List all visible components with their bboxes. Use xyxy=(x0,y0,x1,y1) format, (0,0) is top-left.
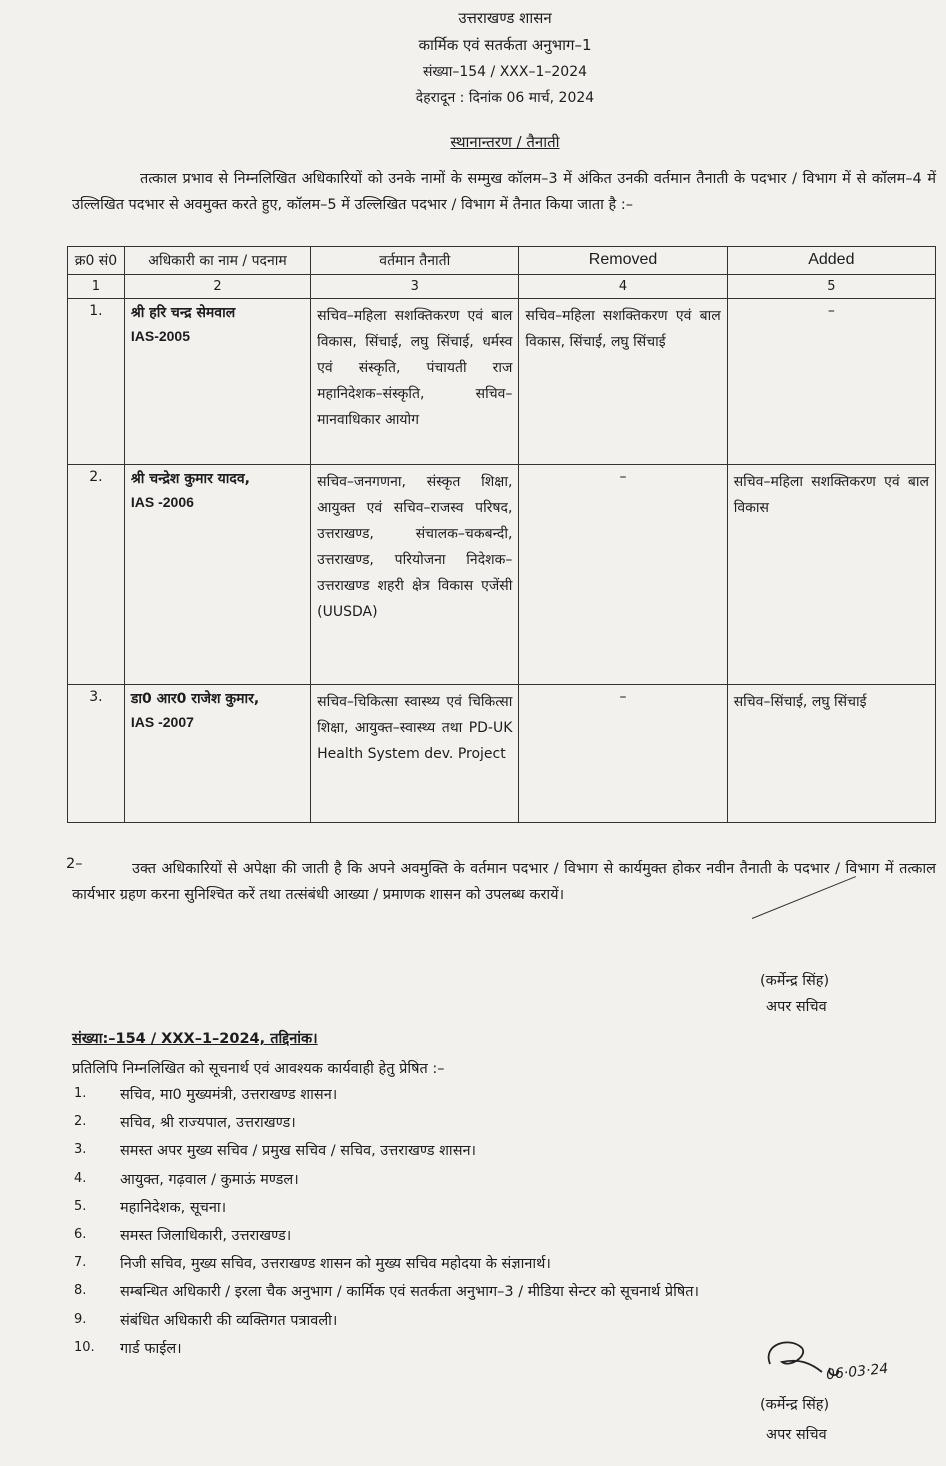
col-number: 5 xyxy=(727,275,935,299)
list-item xyxy=(74,1169,699,1197)
header-added: Added xyxy=(727,247,935,275)
list-number: 9. xyxy=(74,1311,87,1327)
copy-intro: प्रतिलिपि निम्नलिखित को सूचनार्थ एवं आवश्यक कार्यवाही हेतु प्रेषित :– xyxy=(72,1061,445,1077)
officer-cell xyxy=(124,299,310,465)
list-text: आयुक्त, गढ़वाल / कुमाऊं मण्डल। xyxy=(120,1171,299,1188)
column-number-row xyxy=(68,275,936,299)
instruction-paragraph: उक्त अधिकारियों से अपेक्षा की जाती है कि अपने अवमुक्ति के वर्तमान पदभार / विभाग से कार्यमुक्त होकर नवीन तैनाती के पदभार / विभाग में तत्काल कार्यभार ग्रहण करना सुनिश्चित करें तथा तत्संबंधी आख्या / प्रमाणक शासन को उपलब्ध करायें। xyxy=(72,861,936,903)
col-number: 1 xyxy=(68,275,125,299)
list-text: समस्त जिलाधिकारी, उत्तराखण्ड। xyxy=(120,1227,292,1244)
list-text: निजी सचिव, मुख्य सचिव, उत्तराखण्ड शासन को मुख्य सचिव महोदया के संज्ञानार्थ। xyxy=(120,1256,551,1273)
added-posting: सचिव–सिंचाई, लघु सिंचाई xyxy=(727,685,935,823)
transfer-table xyxy=(67,246,936,823)
copy-reference: संख्या:–154 / XXX–1–2024, तद्दिनांक। xyxy=(72,1031,318,1047)
table-row xyxy=(68,299,936,465)
col-number: 2 xyxy=(124,275,310,299)
list-text: सचिव, श्री राज्यपाल, उत्तराखण्ड। xyxy=(120,1115,296,1132)
list-text: समस्त अपर मुख्य सचिव / प्रमुख सचिव / सचिव, उत्तराखण्ड शासन। xyxy=(120,1143,477,1160)
list-number: 6. xyxy=(74,1226,87,1242)
signature-date: 06·03·24 xyxy=(825,1360,890,1384)
list-item xyxy=(74,1197,699,1225)
table-row xyxy=(68,465,936,685)
list-text: सम्बन्धित अधिकारी / इरला चैक अनुभाग / कार्मिक एवं सतर्कता अनुभाग–3 / मीडिया सेन्टर को सूचनार्थ प्रेषित। xyxy=(120,1284,699,1301)
signatory-designation: अपर सचिव xyxy=(766,1427,827,1443)
officer-batch: IAS -2007 xyxy=(130,714,194,730)
list-number: 2. xyxy=(74,1114,87,1130)
row-sn: 2. xyxy=(68,465,125,685)
list-number: 7. xyxy=(74,1255,87,1271)
removed-posting: – xyxy=(519,465,727,685)
list-text: गार्ड फाईल। xyxy=(120,1340,182,1357)
list-number: 1. xyxy=(74,1086,87,1101)
signatory-designation: अपर सचिव xyxy=(766,999,827,1015)
table-header-row xyxy=(68,247,936,275)
table-row xyxy=(68,685,936,823)
header-officer: अधिकारी का नाम / पदनाम xyxy=(124,247,310,275)
place-date: देहरादून : दिनांक 06 मार्च, 2024 xyxy=(415,90,595,106)
added-posting: – xyxy=(727,299,935,465)
copy-list xyxy=(74,1084,699,1366)
government-name: उत्तराखण्ड शासन xyxy=(458,9,552,27)
header-removed: Removed xyxy=(519,247,727,275)
paragraph-number: 2– xyxy=(66,856,83,872)
removed-posting: सचिव–महिला सशक्तिकरण एवं बाल विकास, सिंचाई, लघु सिंचाई xyxy=(519,299,727,465)
added-posting: सचिव–महिला सशक्तिकरण एवं बाल विकास xyxy=(727,465,935,685)
list-item xyxy=(74,1140,699,1168)
list-text: सचिव, मा0 मुख्यमंत्री, उत्तराखण्ड शासन। xyxy=(120,1087,338,1103)
list-number: 5. xyxy=(74,1198,87,1214)
officer-name: श्री चन्द्रेश कुमार यादव, xyxy=(130,471,250,487)
list-item xyxy=(74,1084,699,1112)
current-posting: सचिव–चिकित्सा स्वास्थ्य एवं चिकित्सा शिक्षा, आयुक्त–स्वास्थ्य तथा PD-UK Health System dev. Project xyxy=(311,685,519,823)
list-item xyxy=(74,1338,699,1366)
list-number: 4. xyxy=(74,1170,87,1186)
signatory-name: (कर्मेन्द्र सिंह) xyxy=(760,973,830,989)
signatory-name: (कर्मेन्द्र सिंह) xyxy=(760,1397,830,1413)
list-text: महानिदेशक, सूचना। xyxy=(120,1199,227,1216)
col-number: 3 xyxy=(311,275,519,299)
reference-number: संख्या–154 / XXX–1–2024 xyxy=(422,64,588,80)
list-item xyxy=(74,1281,699,1309)
list-text: संबंधित अधिकारी की व्यक्तिगत पत्रावली। xyxy=(120,1312,338,1329)
header-current: वर्तमान तैनाती xyxy=(311,247,519,275)
header-sn: क्र0 सं0 xyxy=(68,247,125,275)
list-number: 10. xyxy=(74,1339,95,1355)
department-name: कार्मिक एवं सतर्कता अनुभाग–1 xyxy=(418,36,592,54)
list-number: 3. xyxy=(74,1142,87,1158)
officer-cell xyxy=(124,685,310,823)
officer-cell xyxy=(124,465,310,685)
row-sn: 1. xyxy=(68,299,125,465)
officer-name: डा0 आर0 राजेश कुमार, xyxy=(130,691,260,707)
officer-name: श्री हरि चन्द्र सेमवाल xyxy=(130,305,236,321)
list-number: 8. xyxy=(74,1283,87,1299)
officer-batch: IAS-2005 xyxy=(130,328,191,344)
subject: स्थानान्तरण / तैनाती xyxy=(450,133,560,151)
list-item xyxy=(74,1253,699,1281)
list-item xyxy=(74,1310,699,1338)
current-posting: सचिव–महिला सशक्तिकरण एवं बाल विकास, सिंचाई, लघु सिंचाई, धर्मस्व एवं संस्कृति, पंचायती राज महानिदेशक–संस्कृति, सचिव–मानवाधिकार आयोग xyxy=(311,299,519,465)
col-number: 4 xyxy=(519,275,727,299)
order-paragraph: तत्काल प्रभाव से निम्नलिखित अधिकारियों को उनके नामों के सम्मुख कॉलम–3 में अंकित उनकी वर्तमान तैनाती के पदभार / विभाग में से कॉलम–4 में उल्लिखित पदभार से अवमुक्त करते हुए, कॉलम–5 में उल्लिखित पदभार / विभाग में तैनात किया जाता है :– xyxy=(72,171,936,213)
removed-posting: – xyxy=(519,685,727,823)
current-posting: सचिव–जनगणना, संस्कृत शिक्षा, आयुक्त एवं सचिव–राजस्व परिषद, उत्तराखण्ड, संचालक–चकबन्दी, उत्तराखण्ड, परियोजना निदेशक–उत्तराखण्ड शहरी क्षेत्र विकास एजेंसी (UUSDA) xyxy=(311,465,519,685)
list-item xyxy=(74,1112,699,1140)
officer-batch: IAS -2006 xyxy=(130,494,194,510)
list-item xyxy=(74,1225,699,1253)
row-sn: 3. xyxy=(68,685,125,823)
